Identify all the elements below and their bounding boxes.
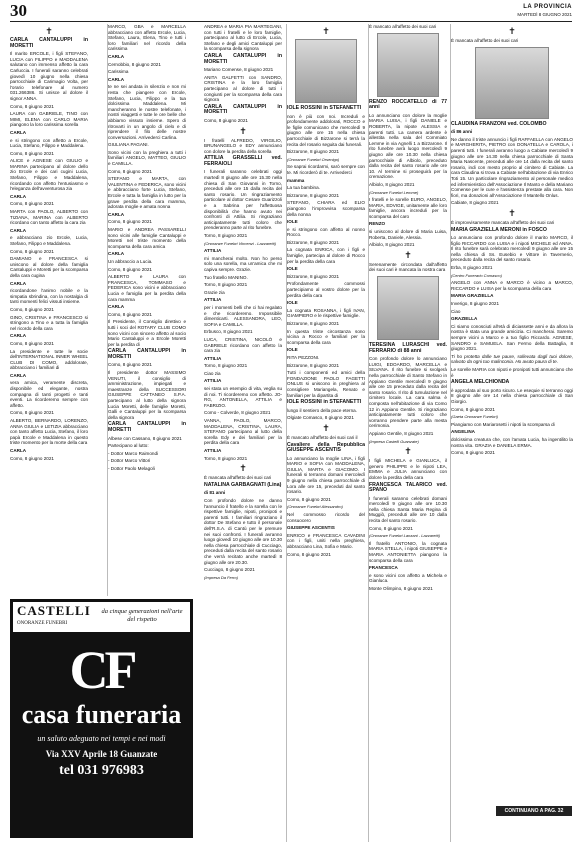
notice-text: I funerali saranno celebrati oggi martedì 8 giugno alle ore 15.30 nella chiesa di San Giovanni in Torno, preceduti alle ore 15 dalla recita del santo rosario. Un ringraziamento particolare al dottor Cesare Guarizzoli e a Sabrina per l'affettuosa disponibilità che hanno avuto nei confronti di Attilia. Si ringraziano anticipatamente tutti coloro che prenderanno parte al rito funebre. — [204, 169, 282, 231]
notice-text: LUCA, CRISTINA, NICOLÒ e GABRIELE ricordano con affetto la cara zia — [204, 336, 282, 354]
notice-date: Como, 8 giugno 2021 — [10, 455, 54, 461]
notice-text: La cognata ENRICA, con i figli e famiglie, partecipa al dolore di Rocco per la perdita della cara — [287, 247, 365, 264]
deceased-age: di 81 anni — [204, 490, 226, 496]
notice-date: Como, 8 giugno 2021 — [10, 410, 54, 416]
notice-text: STEFANO e MARTA, con VALENTINA e FEDERICA, sono vicini e abbracciano forte Lucia, Stefano, Ercole e tutta la famiglia in lutto per la grave perdita della cara mamma, adorata moglie e amata nonna — [108, 176, 186, 210]
notice-date: Torno, 8 giugno 2021 — [204, 363, 248, 369]
funeral-home-credit: (Onoranze Funebri Orsenigo) — [287, 156, 340, 162]
notice-text: Ti ho protetta dalle tue paure, sollevata dagli tuoi dolore, salvato da ogni tuo malinconia. Ho avuto paura di te. — [451, 353, 573, 365]
participant: - Dottor Paolo Melagoli — [108, 465, 155, 471]
notice-text: GINO, CRISTINA e FRANCESCO si stringono a Tino e a tutta la famiglia nel ricordo della cara — [10, 314, 88, 331]
notice-date: Como, 8 giugno 2021 — [10, 103, 54, 109]
deceased-name: MARIA GRAZIELLA — [451, 293, 494, 299]
notice-text: te ne sei andata in silenzio e non mi resta che piangere con Ercole, Stefano, Lucia, Filippo e la tua dolcissima Maddalena. Mi mancheranno le nostre telefonate, i nostri viaggetti e tutte le ore belle che abbiamo vissuto insieme. Spero di ritrovarti in un angolo di cielo e di riprendere il filo delle nostre conversazioni. Arrivederci Carlina. — [108, 84, 186, 140]
deceased-name: MARIA GRAZIELLA MERONI in FOSCO — [451, 226, 547, 233]
notice-text: MARIO e ANDREA PASSARELLI sono vicini alle famiglie Cantaluppi e Moretti nel triste momento della scomparsa della cara amica — [108, 227, 186, 249]
notice-text: Ci siamo conosciuti all'età di diciassette anni e da allora la nostra è stata una grande amicizia. Ci mancherai. Saremo sempre vicini a Marco e a tuo figlio Riccardo. AGNESE, SANDRO e SAMUELA. San Fermo della Battaglia, 8 giugno 2021. — [451, 323, 573, 352]
deceased-name: CARLA — [108, 251, 125, 257]
notice-date: Como, 8 giugno 2021 — [10, 340, 54, 346]
deceased-name: IOLE — [287, 347, 298, 353]
deceased-name: CARLA CANTALUPPI in MORETTI — [10, 37, 88, 49]
cross-icon: ✝ — [239, 125, 247, 136]
ad-slogan: un saluto adeguato nei tempi e nei modi — [37, 734, 166, 743]
notice-text: LAURA con GABRIELE, TINO con MIMI, ELENA con CARLO MARIA piangono la loro carissima sorella — [10, 111, 88, 128]
notice-text: DAMIANO e FRANCESCA si uniscono al dolore della famiglia Cantaluppi e Moretti per la scomparsa della cara cugina — [10, 256, 88, 278]
notice-text: Profondamente commossi partecipiamo al vostro dolore per la perdita della cara — [287, 281, 365, 298]
notice-text: I figli MICHELA e GIANLUCA, il genero PHILIPPE e le nipoti LEA, EMMA e JULIA annunciano con dolore la perdita della cara — [369, 458, 447, 480]
notice-text: È mancata all'affetto dei suoi cari — [204, 475, 272, 481]
notice-text: Ne danno il triste annuncio i figli RAFFAELLA con ANGELO e MARGHERITA, PIETRO con DONATELLA e CAROLA, i parenti tutti. I funerali avranno luogo a Cabiate mercoledì 9 giugno alle ore 14.30 nella chiesa parrocchiale di Santa Maria Nascente, preceduti alle ore 14 dalla recita del santo rosario, indi con mesto proprio al cimitero di Cabiate. La cara Claudina si trova a Cabiate nell'abitazione di via Enrico Toti 15. Un particolare ringraziamento al personale medico ed infermieristico dell'Associazione Il Manto e della Mariano Comense per le cure e l'assistenza prestate alla cara. Non fiori, ma donazioni all'Associazione Il Mantello Onlus. — [451, 136, 573, 198]
deceased-name: CARLA — [10, 280, 27, 286]
funeral-home-credit: (Onoranze Funebri Alessandro) — [287, 504, 343, 510]
obituary-column-1 — [10, 24, 88, 596]
deceased-name: GRAZIELLA — [451, 316, 478, 322]
notice-signature: Tuo fratello MANINO. — [204, 274, 248, 280]
notice-text: MARTA con PAOLO, ALBERTO con TIZIANA, MARINA con ALBERTO ricordano con tanto affetto la cara zia — [10, 209, 88, 226]
deceased-name: IOLE — [287, 219, 298, 225]
notice-text: Il presidente dottor MASSIMO VENUTI, il consiglio di amministrazione, impiegati e maestranze della SUCCESSORI GIUSEPPE CATTANEO S.P.A. partecipano al lutto della signora Lucia Moretti, delle famiglie Moretti, Galli e Cantaluppi per la scomparsa della signora — [108, 370, 186, 420]
notice-text: Se saprai ricordarmi, sarò sempre con te. Mi ricorderò di te. Arrivederci — [287, 164, 365, 175]
notice-text: È improvvisamente mancata all'affetto dei suoi cari — [451, 219, 555, 225]
notice-text: e sono vicini con affetto a Michela e Gianluca. — [369, 572, 447, 584]
notice-date: Cucciago, 8 giugno 2021 — [204, 567, 255, 573]
notice-text: Tutti i componenti ed amici della FONDAZIONE PAOLO FAGETTI ONLUS si uniscono in preghiera al consigliere Mariangela, Renato e familiari per la dipartita di — [287, 370, 365, 398]
deceased-name: CLAUDINA FRANZONI ved. COLOMBO — [451, 120, 547, 127]
notice-date: Como, 8 giugno 2021 — [287, 496, 331, 502]
notice-date: Bizzarone, 8 giugno 2021 — [287, 273, 340, 279]
notice-signature: GIULIANA PAGANI. — [108, 142, 149, 148]
notice-signature: La tua bambina. — [287, 185, 320, 191]
notice-text: Serenamente circondata dall'affetto dei suoi cari è mancata la nostra cara — [369, 261, 447, 273]
notice-text: e si stringono con affetto a Ercole, Lucia, Stefano, Filippo e Maddalena. — [10, 137, 88, 149]
notice-text: La presidente e tutte le socie dell'INTERNATIONAL INNER WHEEL CLUB DI COMO, addolorate, abbracciano i familiari di — [10, 348, 88, 371]
notice-text: Piangiamo con Mariarosetti i nipoti la scomparsa di — [451, 421, 555, 427]
ad-name: casa funeraria — [21, 700, 182, 729]
notice-text: Lo annunciano la moglie LINA, i figli MARIO e SOFIA con MADDALENA, GIULIA, MARTA e GIACOMO. I funerali si terranno domani mercoledì 9 giugno nella chiesa parrocchiale di Lora alle ore 15, preceduti dal santo rosario. — [287, 455, 365, 495]
cross-icon: ✝ — [45, 26, 53, 36]
notice-date: Como - Colverde, 8 giugno 2021 — [204, 410, 271, 416]
notice-text: ENRICO e FRANCESCA CAVADINI con i figli, uniti nella preghiera, abbracciano Lina, Sofia e Mario. — [287, 532, 365, 549]
notice-text: e si stringono con affetto al nonno Rocco. — [287, 226, 365, 238]
notice-text: È mancato all'affetto dei suoi cari — [369, 24, 437, 29]
notice-text: ricordandone l'animo nobile e la simpatia sbrindina, con la nostalgia di tanti momenti felici vissuti insieme. — [10, 288, 88, 305]
deceased-photo — [377, 33, 439, 97]
notice-text: per i momenti belli che ci hai regalato e che ricorderemo. Impossibile dimenticarti. ALESSANDRA, LEO, SOFIA e CAMILLA. — [204, 304, 282, 327]
notice-text: Ciao zia — [204, 370, 221, 376]
notice-date: Como, 8 giugno 2021 — [108, 362, 152, 368]
notice-date: Como, 8 giugno 2021 — [10, 248, 54, 254]
deceased-name: ATTILIA — [204, 355, 222, 361]
deceased-name: CARLA — [108, 304, 125, 310]
notice-date: Albiolo, 8 giugno 2021 — [369, 242, 415, 248]
deceased-name: ATTILIA — [204, 248, 222, 254]
notice-text: Lo annunciano con dolore la moglie MARIA LUISA, i figli DANIELE e ROBERTA, la nipote ALESSIA e parenti tutti. La camera ardente è allestita nella sala del Commiato Lemme in via Agnelli 1 a Bizzarone. Il rito funebre avrà luogo mercoledì 9 giugno alle ore 10.30 nella chiesa parrocchiale di Albiolo, preceduto dalla recita del santo rosario alle ore 10. Al termine si proseguirà per la cremazione. — [369, 112, 447, 180]
ad-header — [13, 602, 190, 632]
notice-date: Como, 8 giugno 2021 — [10, 306, 54, 312]
deceased-photo — [295, 39, 357, 103]
obituary-column-5 — [368, 24, 447, 842]
notice-text: Con profondo dolore lo annunciano LUIGI, EDOARDO, MARCELLA e SILVANA. Il rito funebre si svolgerà nella parrocchiale di Santo Stefano in Appiano Gentile mercoledì 9 giugno alle ore 15 preceduto dalla recita del santo rosario. Il rito di tumulazione nel cimitero locale. La cara salma è composta nell'abitazione di via Como 12 in Appiano Gentile. Si ringraziano anticipatamente tutti coloro che vorranno prendere parte alla mesta cerimonia. — [369, 356, 447, 429]
funeral-home-credit: (Onoranze Funebri Vincenzi - Lazzaretti) — [204, 240, 276, 246]
deceased-name: RENZO ROCCATELLO di 77 anni — [369, 98, 447, 111]
notice-date: Appiano Gentile, 8 giugno 2021 — [369, 430, 434, 436]
obituary-column-2 — [107, 24, 186, 596]
issue-date: MARTEDÌ 8 GIUGNO 2021 — [517, 12, 572, 17]
notice-text: Albese con Cassano, 8 giugno 2021 — [108, 435, 182, 441]
deceased-name: IOLE ROSSINI in STEFANETTI — [287, 399, 362, 406]
deceased-name: CARLA — [10, 227, 27, 233]
deceased-photo — [377, 276, 439, 340]
obituary-column-3 — [204, 24, 282, 842]
notice-text: I funerali saranno celebrati domani mercoledì 9 giugno alle ore 10.30 nella chiesa Santa Maria Regina di Muggiò, preceduti alle ore 10 dalla recita del santo rosario. — [369, 495, 447, 524]
funeral-home-credit: (Gaeta Onoranze Funebri) — [451, 414, 498, 420]
notice-text: In questa triste circostanza sono vicina a Rocco e familiari per la scomparsa della cara — [287, 328, 365, 345]
notice-text: Un abbraccio a Lucia. — [108, 258, 153, 264]
ad-tagline: da cinque generazioni nell'arte del rispetto — [101, 608, 183, 623]
notice-text: È mancato all'affetto dei suoi cari il — [287, 434, 358, 440]
notice-text: La cognata ROSANNA, i figli IVAN, GIAMPIERO e le rispettive famiglie. — [287, 307, 365, 319]
notice-text: I fratelli ALFREDO, VIRGILIO, BRUNANGELO e EDY annunciano con dolore la perdita della sorella — [204, 137, 282, 154]
notice-text: Il Presidente, il Consiglio direttivo e tutti i soci del ROTARY CLUB COMO sono vicini con sincero affetto al socio Mario Cantaluppi e a Ercole Moretti per la perdita di — [108, 319, 186, 347]
deceased-name: ATTILIA — [204, 448, 222, 453]
deceased-name: CARLA CANTALUPPI in MORETTI — [108, 348, 186, 360]
notice-date: Erbusco, 8 giugno 2021 — [204, 329, 253, 335]
notice-date: Erba, 8 giugno 2021 — [451, 265, 493, 271]
deceased-photo — [475, 47, 549, 119]
participant: - Dottor Marco Vittori — [108, 458, 151, 464]
notice-date: Como, 8 giugno 2021 — [451, 406, 495, 412]
deceased-name: CARLA CANTALUPPI in MORETTI — [204, 103, 282, 116]
page-header — [10, 1, 572, 22]
notice-date: Bizzarone, 8 giugno 2021 — [287, 321, 340, 326]
notice-date: Como, 8 giugno 2021 — [108, 266, 152, 272]
notice-text: ALBERTO e LAURA con FRANCESCA, TOMMASO e FEDERICA sono vicini e abbracciano Lucia e famiglia per la perdita della cara mamma — [108, 274, 186, 302]
deceased-name: CARLA — [10, 333, 27, 339]
cross-icon: ✝ — [508, 207, 516, 218]
notice-date: Torno, 8 giugno 2021 — [204, 233, 248, 238]
notice-date: Bizzarone, 8 giugno 2021 — [287, 192, 340, 198]
deceased-name: CARLA — [108, 211, 125, 217]
funeral-home-credit: (Onoranze Funebri Lemme) — [369, 189, 419, 195]
participant: - Dottor Marco Raimondi — [108, 450, 159, 456]
notice-signature: RITA PEZZONI. — [287, 354, 320, 360]
deceased-name: CARLA — [10, 448, 27, 453]
deceased-name: IOLE ROSSINI in STEFANETTI — [287, 105, 362, 111]
notice-date: Inverigo, 8 giugno 2021 — [451, 301, 500, 307]
deceased-name: CARLA CANTALUPPI in MORETTI — [108, 421, 186, 433]
notice-date: Albiolo, 8 giugno 2021 — [369, 181, 415, 187]
notice-text: vera amica, veramente discreta, disponibile ed elegante, nostra compagna di tanti progetti e tanti eventi. La ricorderemo sempre con affetto. — [10, 380, 88, 408]
deceased-name: CARLA — [10, 129, 27, 135]
notice-text: Grazie zia — [204, 289, 225, 295]
funeral-home-credit: (Impresa Da Ferro) — [204, 574, 239, 580]
deceased-name: CARLA — [10, 372, 27, 378]
funeral-home-credit: (Onoranze Funebri Lanzani - Lazzaretti) — [369, 533, 440, 539]
notice-date: Bizzarone, 8 giugno 2021 — [287, 149, 340, 155]
deceased-name: CARLA — [10, 193, 27, 199]
ad-phone: tel 031 976983 — [59, 763, 144, 778]
deceased-name: Cavaliere della Repubblica GIUSEPPE ASCENTIS — [287, 441, 365, 454]
page-number: 30 — [10, 1, 27, 20]
deceased-name: GIUSEPPE ASCENTIS — [287, 525, 335, 531]
deceased-name: NATALINA GARBAGNATI (Lina) — [204, 481, 282, 488]
funeral-home-credit: (Centro Funerario Comasco) — [451, 272, 502, 278]
notice-text: ANGELO con ANNA e MARCO è vicino a MARCO, RICCARDO e LUISA per la scomparsa della cara — [451, 280, 573, 291]
deceased-name: IOLE — [287, 300, 298, 306]
notice-text: Sono vicini con la preghiera a tutti i familiari ANGELO, MATTEO, GIULIO e CAMILLA. — [108, 149, 186, 167]
notice-text: Nel commosso ricordo del consuocero — [287, 512, 365, 523]
notice-text: sei stata un esempio di vita, veglia su di noi. Ti ricorderemo con affetto. JO-RG, ANTONELLA, ATTILIA e FABRIZIO. — [204, 386, 282, 408]
notice-text: ANITA GALFETTI con SANDRO, CRISTINA e la loro famiglia partecipano al dolore di tutti i congiunti per la scomparsa della cara signora — [204, 74, 282, 103]
deceased-name: FRANCESCA — [369, 565, 398, 571]
notice-text: Lo annunciano con profondo dolore il marito MARCO, il figlio RICCARDO con LUISA e i nipoti MICHELE ed ANNA. Il rito funebre sarà celebrato mercoledì 9 giugno alle ore 15 nella chiesa di Ss. Eusebio e Vittore in Tavernerio, preceduto dalla recita del santo rosario. — [451, 235, 573, 263]
notice-text: ANDREA e MARIA PIA MARTEGANI, con tutti i fratelli e le loro famiglie, partecipano al lutto di Ercole, Lucia, Stefano e degli amici Cantaluppi per la scomparsa della signora — [204, 24, 282, 52]
notice-date: Mariano Comense, 8 giugno 2021 — [204, 67, 274, 73]
funeral-home-advertisement — [10, 599, 193, 838]
deceased-name: ATTILIA GRASSELLI ved. FERRAIOLI — [204, 155, 282, 167]
notice-date: Cabiate, 8 giugno 2021 — [451, 200, 499, 206]
notice-date: Cernobbio, 8 giugno 2021 — [108, 61, 161, 67]
notice-text: I fratelli e le sorelle EURO, ANGELO, MARIA, EDVIGE, unitamente alle loro famiglie, ancora increduli per la scomparsa del caro — [369, 197, 447, 219]
notice-date: Bizzarone, 8 giugno 2021 — [287, 362, 340, 368]
notice-text: Il marito ERCOLE, i figli STEFANO, LUCIA con FILIPPO e MADDALENA salutano con immenso affetto la cara Carluccia. I funerali saranno celebrati giovedì 10 giugno nella chiesa parrocchiale di Carimagio Volta, per l'orario telefonare al numero 031.266386. Si unisce al dolore il signor ANNA. — [10, 51, 88, 101]
continued-on-page-label: CONTINUANO A PAG. 32 — [496, 806, 572, 816]
notice-date: Torno, 8 giugno 2021 — [204, 455, 248, 461]
ad-subtitle: ONORANZE FUNEBRI — [17, 621, 68, 626]
cross-icon: ✝ — [404, 446, 412, 457]
notice-text: ALICE e AGNESE con GIULIO e MARINA partecipano al dolore dello zio Ercole e dei cari cugini Lucia, Stefano, Filippo e Maddalena, ricordando con affetto l'entusiasmo e l'eleganza dell'avventurosa zia — [10, 158, 88, 192]
cross-icon: ✝ — [404, 249, 412, 260]
notice-text: ALBERTO, BERNARDO, LORENZO, ANNA GIULIA e LETIZIA abbracciano con tanto affetto Lucia, Stefano, il loro papà Ercole e Maddalena in questo triste momento per la morte della cara — [10, 418, 88, 446]
notice-text: mi mancherai molto. Non ho perso solo una sorella, ma un'amica che mi capiva sempre. Grazie. — [204, 255, 282, 272]
notice-date: Como, 8 giugno 2021 — [108, 219, 152, 225]
notice-date: Torno, 8 giugno 2021 — [204, 282, 248, 288]
relation: mamma — [287, 177, 305, 183]
deceased-name: CARLA — [108, 76, 125, 82]
newspaper-name: LA PROVINCIA — [523, 4, 572, 10]
notice-text: Partecipano al lutto: — [108, 443, 149, 449]
deceased-name: ATTILIA — [204, 297, 222, 303]
notice-date: Como, 8 giugno 2021 — [108, 168, 152, 174]
notice-text: e abbracciano zio Ercole, Lucia, Stefano, Filippo e Maddalena. — [10, 235, 88, 246]
deceased-name: ATTILIA — [204, 378, 222, 384]
notice-date: Olgiate Comasco, 8 giugno 2021 — [287, 415, 354, 421]
deceased-age: di 86 anni — [451, 129, 473, 135]
deceased-name: RENZO — [369, 221, 386, 227]
notice-text: Le sorelle MARIA con nipoti e pronipoti tutti annunciano che è — [451, 366, 573, 378]
deceased-name: ANGELINA — [451, 429, 475, 435]
notice-date: Como, 8 giugno 2021 — [451, 450, 495, 456]
notice-date: Como, 8 giugno 2021 — [10, 201, 54, 207]
notice-text: Con profondo dolore ne danno l'annuncio il fratello e la sorella con le rispettive famiglie, nipoti, pronipoti e parenti tutti. I familiari ringraziano il dottor De Stefano e tutto il personale dell'R.S.A. di Cantù per le premure nei suoi confronti. I funerali avranno luogo giovedì 10 giugno alle ore 10.30 nella chiesa parrocchiale di Cucciago, preceduti dalla recita del santo rosario che verrà recitato anche martedì 8 giugno alle ore 20.30. — [204, 497, 282, 565]
notice-text: si uniscono al dolore di Maria Luisa, Roberta, Daniele, Alessia. — [369, 229, 447, 240]
notice-date: Bizzarone, 8 giugno 2021 — [287, 239, 340, 245]
funeral-home-credit: (Impresa Castelli Guanzate) — [369, 438, 419, 444]
notice-text: È mancata all'affetto dei suoi cari — [451, 38, 519, 43]
notice-text: Il fratello ANTONIO, la cognata MARIA STELLA, i nipoti GIUSEPPE e MARIA ANTONIETTA piangono la scomparsa della cara — [369, 540, 447, 563]
obituary-column-4 — [286, 24, 365, 842]
notice-date: Como, 8 giugno 2021 — [204, 117, 248, 123]
deceased-name: CARLA CANTALUPPI in MORETTI — [204, 52, 282, 65]
obituary-column-6 — [450, 24, 573, 842]
notice-text: non è più con noi. Increduli e profondamente addolorati, ROCCO e le figlie comunicano che mercoledì 9 giugno alle ore 15 nella chiesa parrocchiale di Bizzarone si terrà la recita del rosario seguita dai funerali. — [287, 113, 365, 147]
deceased-name: ANGELA MELCHIONDA — [451, 379, 510, 386]
notice-text: lungo il sentiero della pace eterna. — [287, 407, 357, 413]
deceased-name: IOLE — [287, 266, 298, 272]
notice-date: Como, 8 giugno 2021 — [369, 525, 413, 531]
ad-monogram: CF — [69, 640, 134, 700]
deceased-name: CARLA — [108, 53, 125, 59]
ad-brand: CASTELLI — [17, 603, 91, 618]
deceased-name: TERESINA LURASCHI ved. FERRARIO di 88 anni — [369, 342, 447, 354]
cross-icon: ✝ — [239, 463, 247, 474]
notice-date: Monte Olimpino, 8 giugno 2021 — [369, 586, 433, 591]
notice-text: dolcissima creatura che, con l'amata Lucia, ha ingentilito la nostra vita. GRAZIA e DANIELA ERMA. — [451, 436, 573, 448]
notice-date: Como, 8 giugno 2021 — [287, 551, 331, 557]
notice-text: STEFANO, CHIARA ed ELIO piangono l'improvvisa scomparsa della nonna — [287, 200, 365, 217]
cross-icon: ✝ — [322, 422, 330, 433]
notice-text: Carissima — [108, 69, 129, 75]
notice-text: MARCO, GBA e MARCELLA abbracciano con affetto Ercole, Lucia, Stefano, Laura, Elena, Tino e tutti i loro familiari nel ricordo della carissima — [108, 24, 186, 52]
notice-text: VANNA, PAOLO, MARCO, MADDALENA, CRISTINA, LAURA, STEFANO partecipano al lutto della sorella Edy e dei familiari per la perdita della cara — [204, 418, 282, 446]
notice-text: Ciao — [451, 308, 461, 314]
cross-icon: ✝ — [508, 26, 516, 36]
deceased-name: FRANCESCA TALARICO ved. SPANO — [369, 481, 447, 494]
ad-address: Via XXV Aprile 18 Guanzate — [45, 749, 158, 759]
notice-date: Como, 8 giugno 2021 — [10, 150, 54, 156]
notice-date: Como, 8 giugno 2021 — [108, 311, 152, 317]
notice-text: è approdata al suo porto sicuro. Le esequie si terranno oggi 8 giugno alle ore 14 nella chiesa parrocchiale di San Giorgio. — [451, 387, 573, 404]
cross-icon: ✝ — [322, 26, 330, 36]
